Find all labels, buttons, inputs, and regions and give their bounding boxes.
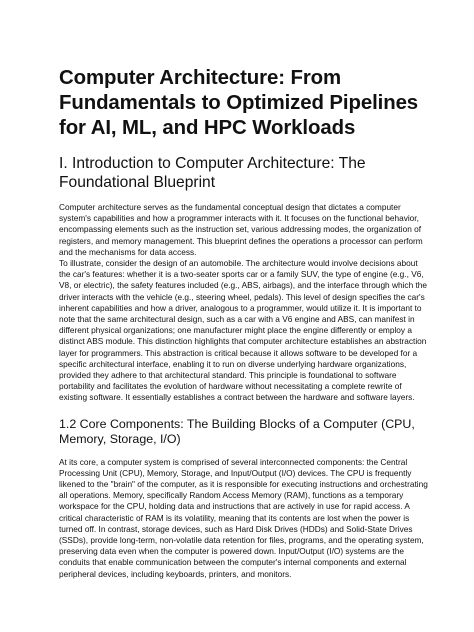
paragraph-automobile-analogy: To illustrate, consider the design of an automobile. The architecture would involve decisions about the car's features: whether it is a two-seater sports car or a family SUV, the type of engine (e.g., V6, V8, or electric), the safety features included (e.g., ABS, airbags), and the interface through which the driver interacts with the vehicle (e.g., steering wheel, pedals). This level of design specifies the car's inherent capabilities and how a driver, analogous to a programmer, would utilize it. It is important to note that the same architectural design, such as a car with a V6 engine and ABS, can manifest in different physical organizations; one manufacturer might place the engine differently or employ a distinct ABS module. This distinction highlights that computer architecture establishes an abstraction layer for programmers. This abstraction is critical because it allows software to be developed for a specific architectural interface, enabling it to run on diverse underlying hardware organizations, provided they adhere to that architectural standard. This principle is foundational to software portability and facilitates the evolution of hardware without necessitating a complete rewrite of existing software. It essentially establishes a contract between the hardware and software layers.: [59, 258, 428, 403]
section-heading-core-components: 1.2 Core Components: The Building Blocks of a Computer (CPU, Memory, Storage, I/O): [59, 416, 415, 447]
paragraph-core-components: At its core, a computer system is comprised of several interconnected components: the Central Processing Unit (CPU), Memory, Storage, and Input/Output (I/O) devices. The CPU is frequently likened to the "brain" of the computer, as it is responsible for executing instructions and orchestrating all operations. Memory, specifically Random Access Memory (RAM), functions as a temporary workspace for the CPU, holding data and instructions that are actively in use for rapid access. A critical characteristic of RAM is its volatility, meaning that its contents are lost when the power is turned off. In contrast, storage devices, such as Hard Disk Drives (HDDs) and Solid-State Drives (SSDs), provide long-term, non-volatile data retention for files, programs, and the operating system, preserving data even when the computer is powered down. Input/Output (I/O) systems are the conduits that enable communication between the computer's internal components and external peripheral devices, including keyboards, printers, and monitors.: [59, 456, 428, 579]
document-page: [59, 66, 431, 580]
section-heading-introduction: I. Introduction to Computer Architecture: The Foundational Blueprint: [59, 155, 366, 191]
paragraph-architecture-definition: Computer architecture serves as the fundamental conceptual design that dictates a computer system's capabilities and how a programmer interacts with it. It focuses on the functional behavior, encompassing elements such as the instruction set, various addressing modes, the organization of registers, and memory management. This blueprint defines the operations a processor can perform and the mechanisms for data access.: [59, 202, 423, 257]
document-title: Computer Architecture: From Fundamentals to Optimized Pipelines for AI, ML, and HPC Workloads: [59, 67, 419, 139]
